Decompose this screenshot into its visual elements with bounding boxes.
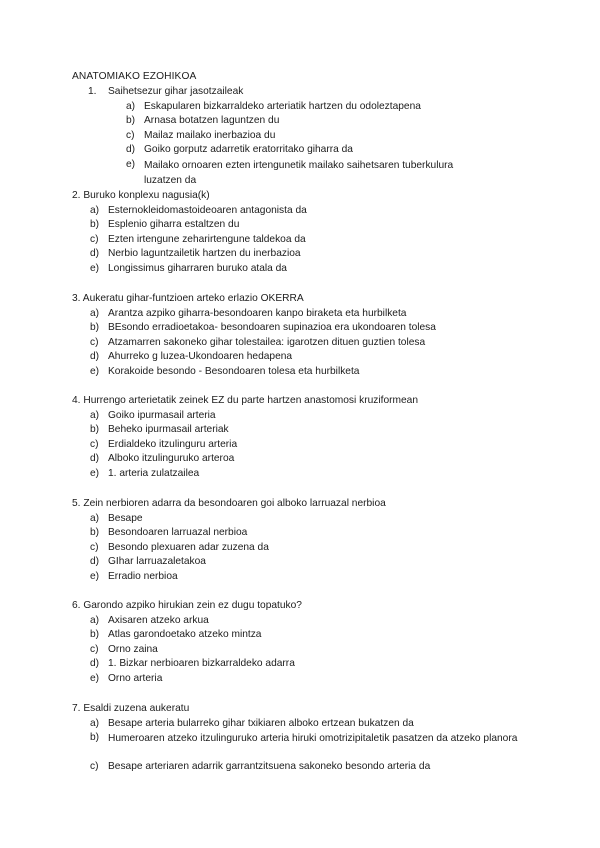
- option-letter: a): [126, 100, 136, 112]
- option-letter: d): [90, 556, 100, 568]
- question-label: Zein nerbioren adarra da besondoaren goi alboko larruazal nerbioa: [83, 498, 386, 509]
- option-letter: c): [90, 438, 99, 450]
- option-letter: d): [90, 248, 100, 260]
- option-letter: e): [90, 571, 100, 582]
- option-letter: c): [90, 541, 99, 553]
- option-text: Atlas garondoetako atzeko mintza: [108, 629, 262, 641]
- option-letter: a): [90, 409, 100, 421]
- question-text: [72, 600, 302, 611]
- question-label: Buruko konplexu nagusia(k): [83, 190, 210, 201]
- option-text: Arnasa botatzen laguntzen du: [144, 115, 280, 127]
- question-text: [72, 395, 418, 406]
- option-text: Mailaz mailako inerbazioa du: [144, 129, 276, 141]
- option-text: Besondo plexuaren adar zuzena da: [108, 541, 269, 553]
- question-number: 5.: [72, 498, 81, 509]
- option-letter: b): [90, 219, 100, 231]
- option-text: Besape arteriaren adarrik garrantzitsuena sakoneko besondo arteria da: [108, 761, 431, 773]
- option-text: Ahurreko g luzea-Ukondoaren hedapena: [108, 351, 293, 363]
- option-letter: b): [90, 322, 100, 334]
- option-text: Orno zaina: [108, 643, 158, 655]
- option-text: Mailako ornoaren ezten irtengunetik mailako saihetsaren tuberkulura luzatzen da: [144, 160, 454, 186]
- question-number: 6.: [72, 600, 81, 611]
- question-number: 1.: [88, 86, 97, 97]
- option-text: Orno arteria: [108, 673, 163, 684]
- document-title: ANATOMIAKO EZOHIKOA: [72, 71, 197, 82]
- option-text: Erdialdeko itzulinguru arteria: [108, 438, 238, 450]
- option-letter: b): [90, 629, 100, 641]
- option-letter: e): [90, 263, 100, 274]
- option-letter: e): [90, 366, 100, 377]
- option-text: Longissimus giharraren buruko atala da: [108, 263, 287, 274]
- option-text: Goiko ipurmasail arteria: [108, 409, 216, 421]
- option-text: Humeroaren atzeko itzulinguruko arteria hiruki omotrizipitaletik pasatzen da atzeko planora: [108, 733, 518, 745]
- option-text: Goiko gorputz adarretik eratorritako giharra da: [144, 144, 353, 156]
- option-letter: c): [90, 643, 99, 655]
- option-letter: c): [90, 761, 99, 773]
- option-letter: e): [90, 673, 100, 684]
- option-text: Besape: [108, 512, 143, 524]
- option-text: Nerbio laguntzailetik hartzen du inerbazioa: [108, 248, 301, 260]
- question-number: 2.: [72, 190, 81, 201]
- question-label: Hurrengo arterietatik zeinek EZ du parte hartzen anastomosi kruziformean: [83, 395, 418, 406]
- option-letter: c): [126, 129, 135, 141]
- option-letter: d): [90, 453, 100, 465]
- option-text: Korakoide besondo - Besondoaren tolesa eta hurbilketa: [108, 366, 360, 377]
- option-text: Beheko ipurmasail arteriak: [108, 424, 229, 436]
- option-text: Arantza azpiko giharra-besondoaren kanpo biraketa eta hurbilketa: [108, 307, 407, 319]
- option-letter: e): [90, 468, 100, 479]
- option-text: BEsondo erradioetakoa- besondoaren supinazioa era ukondoaren tolesa: [108, 322, 436, 334]
- option-letter: b): [90, 424, 100, 436]
- option-text: Esternokleidomastoideoaren antagonista da: [108, 204, 307, 216]
- option-text: Esplenio giharra estaltzen du: [108, 219, 240, 231]
- question-label: Garondo azpiko hirukian zein ez dugu topatuko?: [83, 600, 302, 611]
- option-text: Ezten irtengune zeharirtengune taldekoa da: [108, 233, 306, 245]
- question-text: Saihetsezur gihar jasotzaileak: [108, 86, 244, 97]
- option-text: Axisaren atzeko arkua: [108, 614, 209, 626]
- question-text: [72, 498, 386, 509]
- option-text: Atzamarren sakoneko gihar tolestailea: igarotzen dituen guztien tolesa: [108, 336, 426, 348]
- option-letter: a): [90, 512, 100, 524]
- question-text: [72, 703, 189, 714]
- option-letter: a): [90, 717, 100, 729]
- question-text: [72, 190, 210, 201]
- option-text: Besape arteria bularreko gihar txikiaren alboko ertzean bukatzen da: [108, 717, 414, 729]
- option-text: 1. Bizkar nerbioaren bizkarraldeko adarra: [108, 658, 295, 670]
- option-letter: b): [90, 732, 100, 744]
- question-label: Esaldi zuzena aukeratu: [83, 703, 190, 714]
- option-letter: b): [90, 527, 100, 539]
- option-letter: d): [126, 144, 136, 156]
- option-letter: c): [90, 233, 99, 245]
- option-letter: a): [90, 614, 100, 626]
- option-text: Erradio nerbioa: [108, 571, 178, 582]
- question-label: Aukeratu gihar-funtzioen arteko erlazio OKERRA: [82, 293, 304, 304]
- option-letter: a): [90, 204, 100, 216]
- option-text: Eskapularen bizkarraldeko arteriatik hartzen du odoleztapena: [144, 100, 421, 112]
- option-letter: e): [126, 159, 136, 170]
- option-letter: b): [126, 115, 136, 127]
- question-number: 3.: [72, 293, 81, 304]
- option-text: Besondoaren larruazal nerbioa: [108, 527, 248, 539]
- option-text: 1. arteria zulatzailea: [108, 468, 200, 479]
- option-letter: a): [90, 307, 100, 319]
- option-letter: d): [90, 351, 100, 363]
- option-text: Alboko itzulinguruko arteroa: [108, 453, 235, 465]
- option-letter: c): [90, 336, 99, 348]
- option-letter: d): [90, 658, 100, 670]
- question-number: 4.: [72, 395, 81, 406]
- question-number: 7.: [72, 703, 81, 714]
- option-text: GIhar larruazaletakoa: [108, 556, 206, 568]
- question-text: [72, 293, 304, 304]
